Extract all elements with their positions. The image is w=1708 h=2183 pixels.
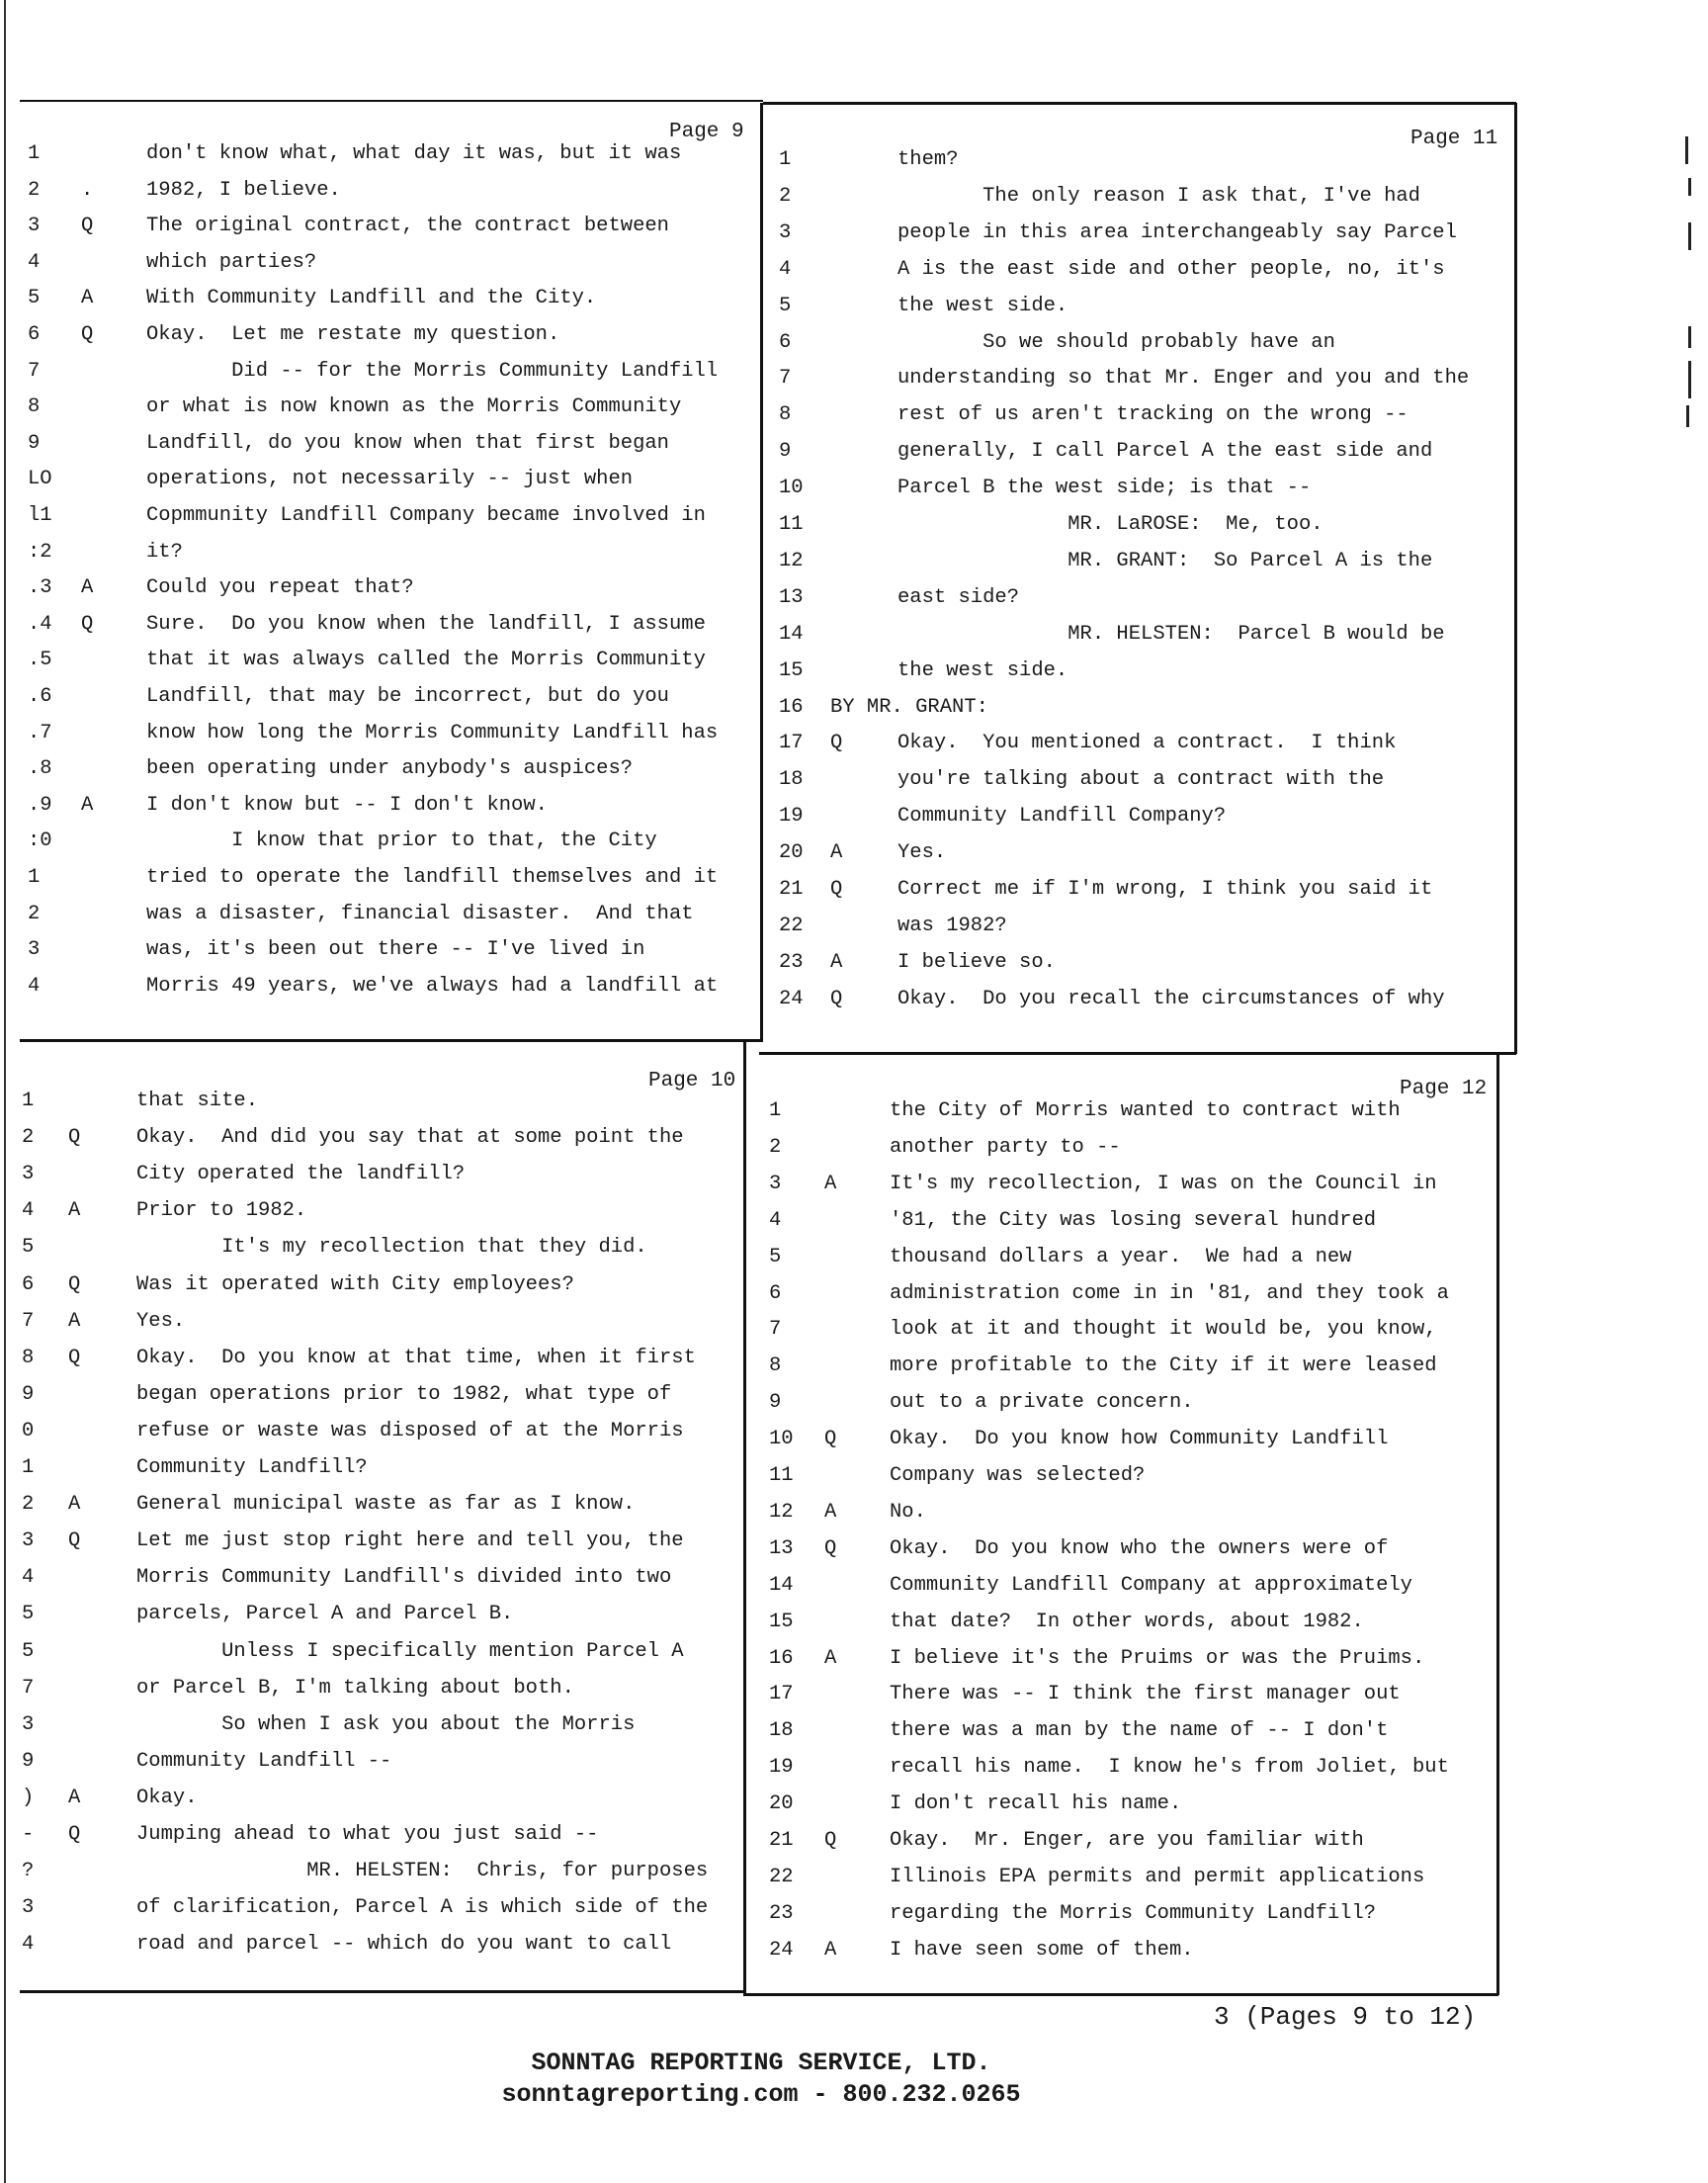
line-text: parcels, Parcel A and Parcel B. [136, 1603, 514, 1626]
mid-rule-right [759, 1052, 1516, 1055]
line-text: Copmmunity Landfill Company became involved in [146, 504, 706, 527]
line-number: LO [28, 468, 52, 491]
line-number: .9 [28, 793, 52, 817]
line-number: 22 [769, 1865, 794, 1888]
line-number: 6 [22, 1272, 35, 1296]
line-text: out to a private concern. [890, 1391, 1194, 1415]
line-text: Community Landfill -- [136, 1749, 392, 1773]
page-edge-line [4, 0, 6, 2183]
line-text: recall his name. I know he's from Joliet, but [890, 1756, 1449, 1780]
line-text: the west side. [897, 658, 1068, 682]
speaker-marker: Q [81, 323, 94, 346]
line-text: was a disaster, financial disaster. And that [146, 902, 694, 925]
line-number: 18 [769, 1719, 794, 1743]
page-number-label: Page 12 [1400, 1078, 1488, 1100]
line-number: 6 [769, 1281, 782, 1305]
line-text: With Community Landfill and the City. [146, 287, 597, 310]
line-text: more profitable to the City if it were leased [890, 1354, 1437, 1378]
speaker-marker: . [81, 178, 94, 202]
speaker-marker: Q [824, 1536, 837, 1560]
line-number: 13 [779, 585, 804, 609]
line-number: 9 [28, 431, 41, 455]
speaker-marker: Q [824, 1428, 837, 1451]
line-number: 0 [22, 1419, 35, 1442]
line-number: 22 [779, 914, 804, 937]
line-text: Parcel B the west side; is that -- [897, 477, 1312, 500]
line-number: 2 [22, 1126, 35, 1150]
line-number: 17 [779, 732, 804, 755]
scan-mark [1688, 222, 1691, 250]
center-divider-lower [743, 1042, 746, 1994]
line-text: Okay. [136, 1786, 198, 1809]
line-number: 12 [779, 549, 804, 572]
line-text: MR. HELSTEN: Chris, for purposes [136, 1860, 709, 1883]
line-text: '81, the City was losing several hundred [890, 1208, 1377, 1232]
speaker-marker: Q [830, 878, 843, 901]
speaker-marker: Q [68, 1823, 81, 1846]
line-text: A is the east side and other people, no, it's [897, 257, 1445, 281]
speaker-marker: A [824, 1646, 837, 1670]
line-number: ? [22, 1860, 35, 1883]
speaker-marker: A [68, 1199, 81, 1223]
speaker-marker: A [68, 1493, 81, 1517]
line-number: 7 [769, 1318, 782, 1342]
line-number: .4 [28, 612, 52, 636]
scan-mark [1688, 178, 1691, 196]
line-text: refuse or waste was disposed of at the Morris [136, 1419, 684, 1442]
line-text: there was a man by the name of -- I don't [890, 1719, 1389, 1743]
line-number: 4 [779, 257, 792, 281]
speaker-marker: Q [68, 1346, 81, 1369]
line-number: 14 [779, 622, 804, 646]
line-number: .8 [28, 757, 52, 781]
line-text: or what is now known as the Morris Community [146, 395, 682, 419]
line-text: Let me just stop right here and tell you, the [136, 1529, 684, 1553]
speaker-marker: Q [81, 215, 94, 238]
line-text: Unless I specifically mention Parcel A [136, 1639, 684, 1663]
line-text: Okay. And did you say that at some point the [136, 1126, 684, 1150]
line-text: or Parcel B, I'm talking about both. [136, 1676, 574, 1700]
speaker-marker: A [830, 950, 843, 974]
speaker-marker: A [824, 1938, 837, 1962]
line-number: ) [22, 1786, 35, 1809]
bottom-rule-left [20, 1990, 746, 1993]
line-number: 8 [779, 403, 792, 427]
line-number: 7 [28, 359, 41, 383]
line-text: I know that prior to that, the City [146, 830, 657, 853]
line-text: operations, not necessarily -- just when [146, 468, 634, 491]
line-text: Okay. Do you recall the circumstances of why [897, 987, 1445, 1010]
line-text: another party to -- [890, 1135, 1121, 1159]
firm-contact: sonntagreporting.com - 800.232.0265 [501, 2080, 1021, 2109]
speaker-marker: Q [68, 1126, 81, 1150]
line-number: 9 [779, 440, 792, 464]
line-number: 7 [779, 367, 792, 391]
line-number: 8 [22, 1346, 35, 1369]
line-number: 3 [28, 938, 41, 962]
line-number: 3 [22, 1163, 35, 1186]
line-number: 14 [769, 1573, 794, 1597]
firm-name: SONNTAG REPORTING SERVICE, LTD. [531, 2049, 991, 2077]
line-number: 21 [769, 1829, 794, 1852]
scan-mark [1685, 136, 1688, 164]
line-text: the City of Morris wanted to contract with [890, 1099, 1401, 1122]
mid-rule-left [20, 1039, 763, 1042]
line-number: 23 [779, 950, 804, 974]
line-number: 17 [769, 1683, 794, 1706]
line-number: 4 [28, 250, 41, 274]
line-text: Community Landfill? [136, 1456, 368, 1479]
line-text: Prior to 1982. [136, 1199, 307, 1223]
line-number: 1 [22, 1456, 35, 1479]
line-number: 2 [769, 1135, 782, 1159]
speaker-marker: A [81, 287, 94, 310]
line-number: 2 [779, 184, 792, 208]
line-number: 3 [22, 1529, 35, 1553]
line-text: There was -- I think the first manager out [890, 1683, 1401, 1706]
line-number: 11 [769, 1464, 794, 1487]
line-text: been operating under anybody's auspices? [146, 757, 634, 781]
scan-mark [1688, 361, 1691, 398]
page-number-label: Page 10 [648, 1070, 736, 1092]
line-text: the west side. [897, 294, 1068, 317]
line-number: 6 [28, 323, 41, 346]
line-number: 1 [779, 148, 792, 171]
line-text: generally, I call Parcel A the east side and [897, 440, 1433, 464]
line-number: 5 [779, 294, 792, 317]
line-text: Did -- for the Morris Community Landfill [146, 359, 719, 383]
line-text: Jumping ahead to what you just said -- [136, 1823, 599, 1846]
line-text: It's my recollection that they did. [136, 1236, 647, 1260]
line-number: 8 [28, 395, 41, 419]
speaker-marker: A [824, 1500, 837, 1524]
line-number: 8 [769, 1354, 782, 1378]
line-text: of clarification, Parcel A is which side of the [136, 1896, 709, 1920]
line-number: 10 [769, 1428, 794, 1451]
line-text: began operations prior to 1982, what type of [136, 1382, 672, 1406]
line-text: Okay. Let me restate my question. [146, 323, 560, 346]
line-number: :2 [28, 540, 52, 564]
line-number: 3 [779, 220, 792, 244]
line-text: City operated the landfill? [136, 1163, 466, 1186]
line-text: Sure. Do you know when the landfill, I assume [146, 612, 706, 636]
speaker-marker: A [830, 841, 843, 865]
speaker-marker: Q [68, 1272, 81, 1296]
center-divider-upper [760, 103, 763, 1040]
line-number: 4 [22, 1566, 35, 1590]
line-text: people in this area interchangeably say Parcel [897, 220, 1457, 244]
line-number: 1 [769, 1099, 782, 1122]
line-number: 5 [22, 1603, 35, 1626]
line-text: regarding the Morris Community Landfill? [890, 1901, 1377, 1925]
line-number: 15 [779, 658, 804, 682]
line-number: .6 [28, 685, 52, 708]
line-text: Landfill, that may be incorrect, but do you [146, 685, 669, 708]
page-number-label: Page 9 [669, 121, 744, 143]
line-text: was, it's been out there -- I've lived in [146, 938, 645, 962]
line-text: Landfill, do you know when that first began [146, 431, 669, 455]
line-text: General municipal waste as far as I know. [136, 1493, 636, 1517]
line-number: 16 [769, 1646, 794, 1670]
line-text: Company was selected? [890, 1464, 1146, 1487]
line-number: 9 [769, 1391, 782, 1415]
speaker-marker: A [824, 1172, 837, 1195]
line-text: road and parcel -- which do you want to call [136, 1933, 672, 1957]
line-text: them? [897, 148, 959, 171]
page-number-label: Page 11 [1410, 128, 1498, 150]
line-number: 16 [779, 695, 804, 719]
line-text: MR. LaROSE: Me, too. [897, 513, 1324, 536]
line-number: 5 [769, 1245, 782, 1268]
speaker-marker: Q [830, 732, 843, 755]
line-number: 5 [22, 1236, 35, 1260]
line-text: I believe it's the Pruims or was the Pruims. [890, 1646, 1425, 1670]
line-text: No. [890, 1500, 926, 1524]
line-number: 7 [22, 1309, 35, 1333]
line-number: 23 [769, 1901, 794, 1925]
line-number: 24 [769, 1938, 794, 1962]
line-text: Was it operated with City employees? [136, 1272, 574, 1296]
line-number: 2 [28, 902, 41, 925]
line-text: thousand dollars a year. We had a new [890, 1245, 1352, 1268]
line-number: 19 [769, 1756, 794, 1780]
line-number: 20 [779, 841, 804, 865]
line-text: Morris Community Landfill's divided into two [136, 1566, 672, 1590]
line-number: 4 [28, 974, 41, 998]
line-number: 9 [22, 1382, 35, 1406]
line-text: Okay. You mentioned a contract. I think [897, 732, 1397, 755]
line-number: 4 [22, 1933, 35, 1957]
line-text: Illinois EPA permits and permit applications [890, 1865, 1425, 1888]
line-number: :0 [28, 830, 52, 853]
line-number: 20 [769, 1792, 794, 1816]
line-text: Yes. [897, 841, 947, 865]
speaker-marker: Q [824, 1829, 837, 1852]
line-text: you're talking about a contract with the [897, 768, 1385, 792]
line-text: it? [146, 540, 183, 564]
line-text: Correct me if I'm wrong, I think you said it [897, 878, 1433, 901]
line-text: Community Landfill Company at approximately [890, 1573, 1412, 1597]
line-number: 13 [769, 1536, 794, 1560]
line-number: 12 [769, 1500, 794, 1524]
line-number: 2 [22, 1493, 35, 1517]
line-text: MR. HELSTEN: Parcel B would be [897, 622, 1445, 646]
page-range: 3 (Pages 9 to 12) [1214, 2002, 1477, 2032]
line-text: understanding so that Mr. Enger and you and the [897, 367, 1470, 391]
line-text: Okay. Do you know at that time, when it first [136, 1346, 696, 1369]
line-number: .3 [28, 576, 52, 600]
line-number: 2 [28, 178, 41, 202]
line-number: 5 [22, 1639, 35, 1663]
line-number: 21 [779, 878, 804, 901]
line-text: Yes. [136, 1309, 186, 1333]
line-number: 15 [769, 1610, 794, 1633]
line-number: 1 [28, 866, 41, 889]
line-text: don't know what, what day it was, but it was [146, 142, 682, 165]
line-number: 18 [779, 768, 804, 792]
line-number: 3 [28, 215, 41, 238]
line-text: I don't recall his name. [890, 1792, 1182, 1816]
line-text: 1982, I believe. [146, 178, 341, 202]
line-text: that site. [136, 1090, 259, 1112]
bottom-rule-right [743, 1993, 1498, 1996]
line-text: Community Landfill Company? [897, 805, 1227, 829]
line-text: which parties? [146, 250, 317, 274]
line-text: Okay. Do you know who the owners were of [890, 1536, 1389, 1560]
speaker-marker: Q [68, 1529, 81, 1553]
scan-mark [1688, 326, 1691, 348]
line-text: It's my recollection, I was on the Council in [890, 1172, 1437, 1195]
line-text: Morris 49 years, we've always had a landfill at [146, 974, 719, 998]
speaker-marker: A [81, 576, 94, 600]
top-rule-right [763, 102, 1516, 105]
line-text: MR. GRANT: So Parcel A is the [897, 549, 1433, 572]
top-rule-left [20, 100, 763, 102]
line-text: administration come in in '81, and they took a [890, 1281, 1449, 1305]
line-text: I believe so. [897, 950, 1056, 974]
line-number: - [22, 1823, 35, 1846]
speaker-marker: A [68, 1786, 81, 1809]
line-text: I don't know but -- I don't know. [146, 793, 548, 817]
line-number: 24 [779, 987, 804, 1010]
right-border-upper [1514, 103, 1517, 1054]
line-number: 3 [22, 1712, 35, 1736]
line-text: know how long the Morris Community Landfill has [146, 721, 719, 744]
line-number: 3 [22, 1896, 35, 1920]
line-number: 6 [779, 330, 792, 354]
line-text: was 1982? [897, 914, 1007, 937]
line-number: 7 [22, 1676, 35, 1700]
line-text: I have seen some of them. [890, 1938, 1194, 1962]
line-text: Okay. Do you know how Community Landfill [890, 1428, 1389, 1451]
line-number: 3 [769, 1172, 782, 1195]
line-text: that date? In other words, about 1982. [890, 1610, 1364, 1633]
line-text: The only reason I ask that, I've had [897, 184, 1420, 208]
line-number: 19 [779, 805, 804, 829]
speaker-marker: BY MR. GRANT: [830, 695, 988, 719]
scan-mark [1686, 405, 1689, 427]
line-text: look at it and thought it would be, you know, [890, 1318, 1437, 1342]
line-text: So when I ask you about the Morris [136, 1712, 636, 1736]
line-number: 9 [22, 1749, 35, 1773]
line-number: 10 [779, 477, 804, 500]
line-number: 5 [28, 287, 41, 310]
line-text: tried to operate the landfill themselves and it [146, 866, 719, 889]
line-text: Okay. Mr. Enger, are you familiar with [890, 1829, 1364, 1852]
line-text: east side? [897, 585, 1020, 609]
line-number: 4 [22, 1199, 35, 1223]
line-number: 4 [769, 1208, 782, 1232]
line-text: So we should probably have an [897, 330, 1335, 354]
speaker-marker: A [68, 1309, 81, 1333]
line-text: that it was always called the Morris Community [146, 649, 706, 672]
line-number: 1 [28, 142, 41, 165]
speaker-marker: A [81, 793, 94, 817]
line-text: The original contract, the contract between [146, 215, 669, 238]
line-text: rest of us aren't tracking on the wrong -- [897, 403, 1409, 427]
line-number: .7 [28, 721, 52, 744]
speaker-marker: Q [830, 987, 843, 1010]
line-number: 11 [779, 513, 804, 536]
speaker-marker: Q [81, 612, 94, 636]
line-number: .5 [28, 649, 52, 672]
line-number: 1 [22, 1090, 35, 1112]
right-border-lower [1496, 1054, 1499, 1995]
line-text: Could you repeat that? [146, 576, 414, 600]
line-number: l1 [28, 504, 52, 527]
